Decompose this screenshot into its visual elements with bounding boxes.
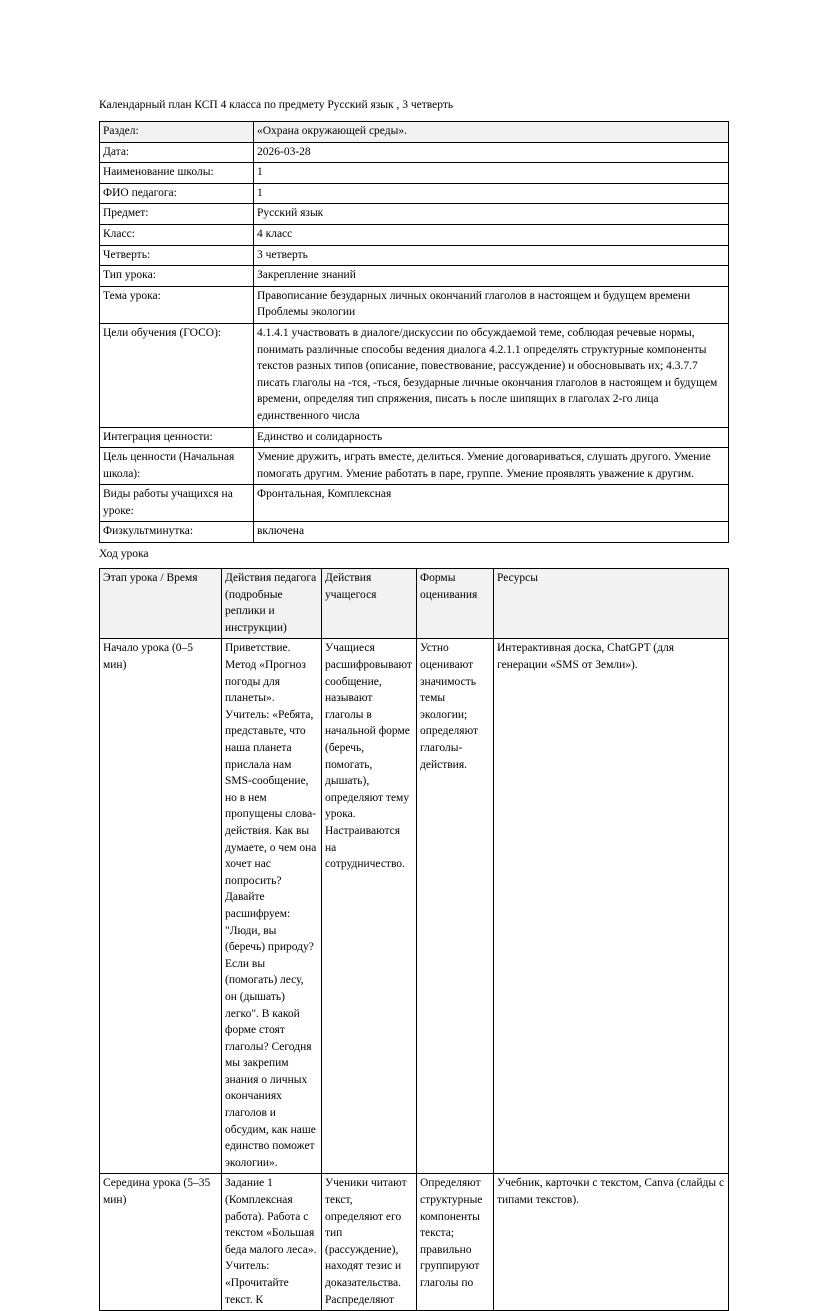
info-value-teacher: 1 [254,183,729,204]
table-header-row [100,569,729,639]
column-header-student-actions: Действия учащегося [322,569,417,639]
document-content [99,98,728,1311]
lesson-flow-header [100,569,729,639]
table-row [100,1174,729,1311]
info-label-work-types: Виды работы учащихся на уроке: [100,485,254,522]
table-row [100,245,729,266]
cell-teacher-actions: Приветствие. Метод «Прогноз погоды для планеты». Учитель: «Ребята, представьте, что наша планета прислала нам SMS-сообщение, но в нем пропущены слова-действия. Как вы думаете, о чем она хочет нас попросить? Давайте расшифруем: "Люди, вы (беречь) природу? Если вы (помогать) лесу, он (дышать) легко". В какой форме стоят глаголы? Сегодня мы закрепим знания о личных окончаниях глаголов и обсудим, как наше единство поможет экологии». [222,639,322,1174]
column-header-teacher-actions: Действия педагога (подробные реплики и инструкции) [222,569,322,639]
info-label-lesson-topic: Тема урока: [100,286,254,323]
table-row [100,266,729,287]
info-value-subject: Русский язык [254,204,729,225]
lesson-flow-heading: Ход урока [99,548,149,561]
table-row [100,448,729,485]
info-value-work-types: Фронтальная, Комплексная [254,485,729,522]
info-value-grade: 4 класс [254,224,729,245]
cell-resources: Интерактивная доска, ChatGPT (для генерации «SMS от Земли»). [494,639,729,1174]
info-label-quarter: Четверть: [100,245,254,266]
info-value-school: 1 [254,163,729,184]
info-value-section: «Охрана окружающей среды». [254,122,729,143]
table-row [100,286,729,323]
cell-stage: Начало урока (0–5 мин) [100,639,222,1174]
lesson-flow-table [99,568,729,1311]
column-header-resources: Ресурсы [494,569,729,639]
info-label-lesson-type: Тип урока: [100,266,254,287]
table-row [100,522,729,543]
table-row [100,224,729,245]
info-label-value-goal: Цель ценности (Начальная школа): [100,448,254,485]
table-row [100,183,729,204]
table-row [100,163,729,184]
table-row [100,485,729,522]
info-label-learning-objectives: Цели обучения (ГОСО): [100,323,254,427]
cell-assessment: Устно оценивают значимость темы экологии; определяют глаголы-действия. [417,639,494,1174]
lesson-info-body [100,122,729,543]
info-label-teacher: ФИО педагога: [100,183,254,204]
table-row [100,427,729,448]
info-value-lesson-type: Закрепление знаний [254,266,729,287]
cell-student-actions: Ученики читают текст, определяют его тип (рассуждение), находят тезис и доказательства. Распределяют [322,1174,417,1311]
info-value-quarter: 3 четверть [254,245,729,266]
info-label-section: Раздел: [100,122,254,143]
lesson-flow-body [100,639,729,1311]
page-title: Календарный план КСП 4 класса по предмету Русский язык , 3 четверть [99,99,454,111]
info-label-subject: Предмет: [100,204,254,225]
info-value-lesson-topic: Правописание безударных личных окончаний глаголов в настоящем и будущем времени Проблемы экологии [254,286,729,323]
cell-assessment: Определяют структурные компоненты текста; правильно группируют глаголы по [417,1174,494,1311]
info-value-physical-break: включена [254,522,729,543]
cell-resources: Учебник, карточки с текстом, Canva (слайды с типами текстов). [494,1174,729,1311]
table-row [100,122,729,143]
info-value-learning-objectives: 4.1.4.1 участвовать в диалоге/дискуссии по обсуждаемой теме, соблюдая речевые нормы, понимать различные способы ведения диалога 4.2.1.1 определять структурные компоненты текстов разных типов (описание, повествование, рассуждение) и обосновывать их; 4.3.7.7 писать глаголы на -тся, -ться, безударные личные окончания глаголов в настоящем и будущем времени, определяя тип спряжения, писать ь после шипящих в глаголах 2-го лица единственного числа [254,323,729,427]
info-label-value-integration: Интеграция ценности: [100,427,254,448]
cell-teacher-actions: Задание 1 (Комплексная работа). Работа с текстом «Большая беда малого леса». Учитель: «Прочитайте текст. К [222,1174,322,1311]
info-value-date: 2026-03-28 [254,142,729,163]
info-value-value-goal: Умение дружить, играть вместе, делиться. Умение договариваться, слушать другого. Умение помогать другим. Умение работать в паре, группе. Умение проявлять уважение к другим. [254,448,729,485]
info-value-value-integration: Единство и солидарность [254,427,729,448]
info-label-grade: Класс: [100,224,254,245]
info-label-physical-break: Физкультминутка: [100,522,254,543]
table-row [100,639,729,1174]
info-label-school: Наименование школы: [100,163,254,184]
cell-student-actions: Учащиеся расшифровывают сообщение, называют глаголы в начальной форме (беречь, помогать, дышать), определяют тему урока. Настраиваются на сотрудничество. [322,639,417,1174]
table-row [100,142,729,163]
table-row [100,204,729,225]
table-row [100,323,729,427]
column-header-assessment: Формы оценивания [417,569,494,639]
info-label-date: Дата: [100,142,254,163]
cell-stage: Середина урока (5–35 мин) [100,1174,222,1311]
lesson-info-table [99,121,729,543]
column-header-stage: Этап урока / Время [100,569,222,639]
